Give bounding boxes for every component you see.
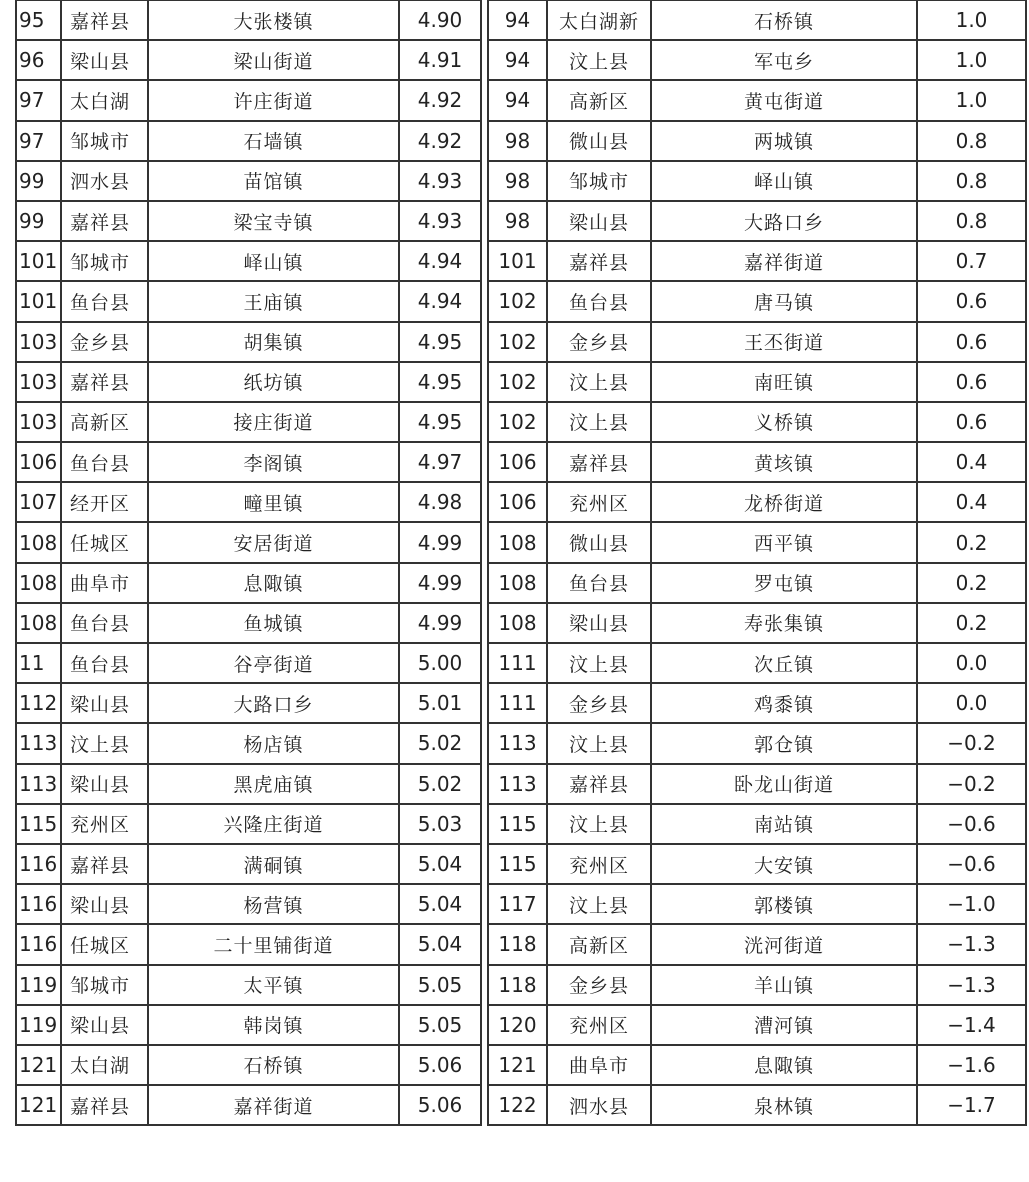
rank-cell: 111 bbox=[488, 643, 547, 683]
table-row bbox=[16, 281, 481, 321]
value-cell: 4.92 bbox=[399, 80, 481, 120]
table-row bbox=[16, 884, 481, 924]
town-cell: 韩岗镇 bbox=[148, 1005, 399, 1045]
value-cell: 4.94 bbox=[399, 241, 481, 281]
table-row bbox=[488, 764, 1026, 804]
rank-cell: 108 bbox=[488, 603, 547, 643]
value-cell: 4.91 bbox=[399, 40, 481, 80]
value-cell: 4.98 bbox=[399, 482, 481, 522]
value-cell: 1.0 bbox=[917, 80, 1026, 120]
town-cell: 南站镇 bbox=[651, 804, 917, 844]
town-cell: 嘉祥街道 bbox=[148, 1085, 399, 1125]
rank-cell: 98 bbox=[488, 201, 547, 241]
value-cell: 5.04 bbox=[399, 844, 481, 884]
value-cell: 4.93 bbox=[399, 201, 481, 241]
rank-cell: 120 bbox=[488, 1005, 547, 1045]
table-row bbox=[16, 844, 481, 884]
town-cell: 郭楼镇 bbox=[651, 884, 917, 924]
county-cell: 梁山县 bbox=[61, 884, 148, 924]
table-row bbox=[488, 482, 1026, 522]
town-cell: 二十里铺街道 bbox=[148, 924, 399, 964]
county-cell: 嘉祥县 bbox=[547, 764, 651, 804]
county-cell: 鱼台县 bbox=[61, 442, 148, 482]
rank-cell: 107 bbox=[16, 482, 61, 522]
county-cell: 嘉祥县 bbox=[547, 442, 651, 482]
table-row bbox=[488, 1085, 1026, 1125]
table-row bbox=[488, 965, 1026, 1005]
town-cell: 许庄街道 bbox=[148, 80, 399, 120]
ranking-table-left bbox=[15, 0, 482, 1126]
table-row bbox=[488, 804, 1026, 844]
town-cell: 军屯乡 bbox=[651, 40, 917, 80]
table-row bbox=[16, 402, 481, 442]
value-cell: −1.7 bbox=[917, 1085, 1026, 1125]
county-cell: 梁山县 bbox=[61, 1005, 148, 1045]
county-cell: 嘉祥县 bbox=[547, 241, 651, 281]
table-row bbox=[16, 683, 481, 723]
rank-cell: 121 bbox=[16, 1045, 61, 1085]
county-cell: 汶上县 bbox=[547, 40, 651, 80]
value-cell: 4.92 bbox=[399, 121, 481, 161]
table-row bbox=[16, 804, 481, 844]
table-row bbox=[16, 965, 481, 1005]
rank-cell: 98 bbox=[488, 121, 547, 161]
rank-cell: 97 bbox=[16, 80, 61, 120]
value-cell: 0.2 bbox=[917, 563, 1026, 603]
rank-cell: 121 bbox=[16, 1085, 61, 1125]
value-cell: −1.4 bbox=[917, 1005, 1026, 1045]
value-cell: 0.0 bbox=[917, 683, 1026, 723]
rank-cell: 94 bbox=[488, 80, 547, 120]
value-cell: 5.05 bbox=[399, 1005, 481, 1045]
county-cell: 金乡县 bbox=[547, 683, 651, 723]
town-cell: 王丕街道 bbox=[651, 322, 917, 362]
value-cell: 5.02 bbox=[399, 723, 481, 763]
value-cell: 5.00 bbox=[399, 643, 481, 683]
value-cell: 5.02 bbox=[399, 764, 481, 804]
county-cell: 梁山县 bbox=[547, 201, 651, 241]
county-cell: 梁山县 bbox=[61, 683, 148, 723]
town-cell: 嘉祥街道 bbox=[651, 241, 917, 281]
ranking-table-right bbox=[487, 0, 1027, 1126]
value-cell: 0.8 bbox=[917, 121, 1026, 161]
value-cell: 5.04 bbox=[399, 924, 481, 964]
county-cell: 鱼台县 bbox=[547, 281, 651, 321]
county-cell: 鱼台县 bbox=[61, 643, 148, 683]
table-row bbox=[488, 241, 1026, 281]
county-cell: 邹城市 bbox=[61, 241, 148, 281]
value-cell: −0.6 bbox=[917, 844, 1026, 884]
value-cell: −0.6 bbox=[917, 804, 1026, 844]
county-cell: 曲阜市 bbox=[547, 1045, 651, 1085]
town-cell: 黄垓镇 bbox=[651, 442, 917, 482]
value-cell: 4.95 bbox=[399, 322, 481, 362]
county-cell: 嘉祥县 bbox=[61, 362, 148, 402]
town-cell: 鸡黍镇 bbox=[651, 683, 917, 723]
table-row bbox=[16, 241, 481, 281]
county-cell: 太白湖新 bbox=[547, 0, 651, 40]
rank-cell: 113 bbox=[488, 723, 547, 763]
county-cell: 汶上县 bbox=[547, 402, 651, 442]
county-cell: 邹城市 bbox=[547, 161, 651, 201]
town-cell: 郭仓镇 bbox=[651, 723, 917, 763]
table-row bbox=[16, 80, 481, 120]
county-cell: 高新区 bbox=[61, 402, 148, 442]
town-cell: 杨店镇 bbox=[148, 723, 399, 763]
table-row bbox=[488, 402, 1026, 442]
table-row bbox=[16, 522, 481, 562]
rank-cell: 112 bbox=[16, 683, 61, 723]
county-cell: 兖州区 bbox=[547, 844, 651, 884]
value-cell: 0.6 bbox=[917, 362, 1026, 402]
rank-cell: 113 bbox=[488, 764, 547, 804]
county-cell: 兖州区 bbox=[61, 804, 148, 844]
value-cell: 5.03 bbox=[399, 804, 481, 844]
county-cell: 梁山县 bbox=[547, 603, 651, 643]
county-cell: 梁山县 bbox=[61, 40, 148, 80]
rank-cell: 116 bbox=[16, 884, 61, 924]
town-cell: 黑虎庙镇 bbox=[148, 764, 399, 804]
rank-cell: 101 bbox=[16, 241, 61, 281]
town-cell: 黄屯街道 bbox=[651, 80, 917, 120]
value-cell: −1.0 bbox=[917, 884, 1026, 924]
rank-cell: 113 bbox=[16, 723, 61, 763]
table-row bbox=[16, 161, 481, 201]
town-cell: 义桥镇 bbox=[651, 402, 917, 442]
county-cell: 汶上县 bbox=[547, 884, 651, 924]
value-cell: 5.06 bbox=[399, 1085, 481, 1125]
rank-cell: 103 bbox=[16, 362, 61, 402]
table-row bbox=[488, 281, 1026, 321]
table-row bbox=[488, 924, 1026, 964]
rank-cell: 99 bbox=[16, 161, 61, 201]
table-row bbox=[488, 683, 1026, 723]
table-row bbox=[16, 40, 481, 80]
town-cell: 唐马镇 bbox=[651, 281, 917, 321]
table-row bbox=[16, 121, 481, 161]
town-cell: 次丘镇 bbox=[651, 643, 917, 683]
value-cell: 0.2 bbox=[917, 603, 1026, 643]
town-cell: 胡集镇 bbox=[148, 322, 399, 362]
town-cell: 李阁镇 bbox=[148, 442, 399, 482]
town-cell: 兴隆庄街道 bbox=[148, 804, 399, 844]
county-cell: 汶上县 bbox=[61, 723, 148, 763]
county-cell: 泗水县 bbox=[61, 161, 148, 201]
rank-cell: 116 bbox=[16, 924, 61, 964]
table-row bbox=[16, 764, 481, 804]
rank-cell: 111 bbox=[488, 683, 547, 723]
table-row bbox=[16, 362, 481, 402]
rank-cell: 101 bbox=[16, 281, 61, 321]
county-cell: 邹城市 bbox=[61, 121, 148, 161]
rank-cell: 108 bbox=[16, 563, 61, 603]
town-cell: 满硐镇 bbox=[148, 844, 399, 884]
value-cell: 0.6 bbox=[917, 322, 1026, 362]
rank-cell: 122 bbox=[488, 1085, 547, 1125]
value-cell: 4.99 bbox=[399, 563, 481, 603]
table-row bbox=[16, 1005, 481, 1045]
town-cell: 大路口乡 bbox=[148, 683, 399, 723]
value-cell: 5.06 bbox=[399, 1045, 481, 1085]
value-cell: −0.2 bbox=[917, 723, 1026, 763]
table-row bbox=[488, 40, 1026, 80]
county-cell: 鱼台县 bbox=[547, 563, 651, 603]
value-cell: 1.0 bbox=[917, 40, 1026, 80]
county-cell: 梁山县 bbox=[61, 764, 148, 804]
county-cell: 金乡县 bbox=[547, 322, 651, 362]
town-cell: 梁宝寺镇 bbox=[148, 201, 399, 241]
county-cell: 金乡县 bbox=[61, 322, 148, 362]
rank-cell: 98 bbox=[488, 161, 547, 201]
value-cell: 1.0 bbox=[917, 0, 1026, 40]
county-cell: 汶上县 bbox=[547, 804, 651, 844]
value-cell: 5.05 bbox=[399, 965, 481, 1005]
county-cell: 鱼台县 bbox=[61, 603, 148, 643]
town-cell: 息陬镇 bbox=[148, 563, 399, 603]
value-cell: −1.6 bbox=[917, 1045, 1026, 1085]
county-cell: 汶上县 bbox=[547, 723, 651, 763]
rank-cell: 99 bbox=[16, 201, 61, 241]
value-cell: 0.4 bbox=[917, 482, 1026, 522]
table-row bbox=[488, 362, 1026, 402]
county-cell: 汶上县 bbox=[547, 362, 651, 402]
table-row bbox=[16, 563, 481, 603]
county-cell: 任城区 bbox=[61, 522, 148, 562]
value-cell: 4.97 bbox=[399, 442, 481, 482]
town-cell: 西平镇 bbox=[651, 522, 917, 562]
rank-cell: 102 bbox=[488, 362, 547, 402]
value-cell: 0.2 bbox=[917, 522, 1026, 562]
town-cell: 洸河街道 bbox=[651, 924, 917, 964]
value-cell: 0.8 bbox=[917, 201, 1026, 241]
rank-cell: 11 bbox=[16, 643, 61, 683]
rank-cell: 119 bbox=[16, 965, 61, 1005]
town-cell: 罗屯镇 bbox=[651, 563, 917, 603]
county-cell: 嘉祥县 bbox=[61, 0, 148, 40]
value-cell: 4.95 bbox=[399, 402, 481, 442]
value-cell: −0.2 bbox=[917, 764, 1026, 804]
town-cell: 杨营镇 bbox=[148, 884, 399, 924]
town-cell: 寿张集镇 bbox=[651, 603, 917, 643]
value-cell: 4.94 bbox=[399, 281, 481, 321]
town-cell: 峄山镇 bbox=[651, 161, 917, 201]
county-cell: 鱼台县 bbox=[61, 281, 148, 321]
rank-cell: 96 bbox=[16, 40, 61, 80]
rank-cell: 103 bbox=[16, 322, 61, 362]
rank-cell: 119 bbox=[16, 1005, 61, 1045]
town-cell: 卧龙山街道 bbox=[651, 764, 917, 804]
table-row bbox=[488, 442, 1026, 482]
rank-cell: 102 bbox=[488, 402, 547, 442]
rank-cell: 118 bbox=[488, 924, 547, 964]
town-cell: 苗馆镇 bbox=[148, 161, 399, 201]
table-row bbox=[488, 0, 1026, 40]
rank-cell: 115 bbox=[488, 804, 547, 844]
town-cell: 梁山街道 bbox=[148, 40, 399, 80]
county-cell: 泗水县 bbox=[547, 1085, 651, 1125]
town-cell: 石墙镇 bbox=[148, 121, 399, 161]
town-cell: 大安镇 bbox=[651, 844, 917, 884]
town-cell: 泉林镇 bbox=[651, 1085, 917, 1125]
table-row bbox=[488, 161, 1026, 201]
value-cell: 0.0 bbox=[917, 643, 1026, 683]
rank-cell: 103 bbox=[16, 402, 61, 442]
value-cell: 0.6 bbox=[917, 281, 1026, 321]
table-row bbox=[488, 322, 1026, 362]
town-cell: 谷亭街道 bbox=[148, 643, 399, 683]
rank-cell: 116 bbox=[16, 844, 61, 884]
rank-cell: 94 bbox=[488, 40, 547, 80]
town-cell: 息陬镇 bbox=[651, 1045, 917, 1085]
rank-cell: 108 bbox=[488, 522, 547, 562]
table-row bbox=[16, 1085, 481, 1125]
value-cell: 5.04 bbox=[399, 884, 481, 924]
town-cell: 峄山镇 bbox=[148, 241, 399, 281]
value-cell: 0.8 bbox=[917, 161, 1026, 201]
table-row bbox=[488, 643, 1026, 683]
table-row bbox=[488, 201, 1026, 241]
county-cell: 太白湖 bbox=[61, 80, 148, 120]
county-cell: 兖州区 bbox=[547, 482, 651, 522]
rank-cell: 108 bbox=[16, 603, 61, 643]
value-cell: 0.7 bbox=[917, 241, 1026, 281]
value-cell: −1.3 bbox=[917, 965, 1026, 1005]
table-row bbox=[16, 322, 481, 362]
table-row bbox=[488, 522, 1026, 562]
rank-cell: 115 bbox=[488, 844, 547, 884]
rank-cell: 121 bbox=[488, 1045, 547, 1085]
town-cell: 纸坊镇 bbox=[148, 362, 399, 402]
county-cell: 高新区 bbox=[547, 80, 651, 120]
value-cell: 4.99 bbox=[399, 522, 481, 562]
table-row bbox=[488, 723, 1026, 763]
table-row bbox=[16, 924, 481, 964]
town-cell: 疃里镇 bbox=[148, 482, 399, 522]
table-row bbox=[16, 482, 481, 522]
county-cell: 兖州区 bbox=[547, 1005, 651, 1045]
value-cell: 4.93 bbox=[399, 161, 481, 201]
table-row bbox=[488, 603, 1026, 643]
table-row bbox=[16, 723, 481, 763]
county-cell: 金乡县 bbox=[547, 965, 651, 1005]
town-cell: 石桥镇 bbox=[651, 0, 917, 40]
town-cell: 两城镇 bbox=[651, 121, 917, 161]
county-cell: 微山县 bbox=[547, 121, 651, 161]
table-row bbox=[16, 603, 481, 643]
value-cell: 0.6 bbox=[917, 402, 1026, 442]
table-row bbox=[16, 442, 481, 482]
town-cell: 南旺镇 bbox=[651, 362, 917, 402]
value-cell: 4.95 bbox=[399, 362, 481, 402]
town-cell: 龙桥街道 bbox=[651, 482, 917, 522]
table-row bbox=[488, 1045, 1026, 1085]
town-cell: 鱼城镇 bbox=[148, 603, 399, 643]
town-cell: 太平镇 bbox=[148, 965, 399, 1005]
town-cell: 王庙镇 bbox=[148, 281, 399, 321]
table-row bbox=[488, 80, 1026, 120]
rank-cell: 102 bbox=[488, 281, 547, 321]
county-cell: 嘉祥县 bbox=[61, 1085, 148, 1125]
county-cell: 经开区 bbox=[61, 482, 148, 522]
rank-cell: 94 bbox=[488, 0, 547, 40]
county-cell: 嘉祥县 bbox=[61, 844, 148, 884]
table-row bbox=[488, 884, 1026, 924]
table-row bbox=[16, 1045, 481, 1085]
rank-cell: 106 bbox=[488, 442, 547, 482]
rank-cell: 106 bbox=[488, 482, 547, 522]
rank-cell: 97 bbox=[16, 121, 61, 161]
rank-cell: 108 bbox=[488, 563, 547, 603]
county-cell: 汶上县 bbox=[547, 643, 651, 683]
rank-cell: 106 bbox=[16, 442, 61, 482]
county-cell: 微山县 bbox=[547, 522, 651, 562]
table-row bbox=[16, 0, 481, 40]
value-cell: 4.90 bbox=[399, 0, 481, 40]
town-cell: 接庄街道 bbox=[148, 402, 399, 442]
county-cell: 任城区 bbox=[61, 924, 148, 964]
town-cell: 安居街道 bbox=[148, 522, 399, 562]
table-row bbox=[16, 643, 481, 683]
county-cell: 太白湖 bbox=[61, 1045, 148, 1085]
rank-cell: 108 bbox=[16, 522, 61, 562]
rank-cell: 95 bbox=[16, 0, 61, 40]
value-cell: 4.99 bbox=[399, 603, 481, 643]
town-cell: 漕河镇 bbox=[651, 1005, 917, 1045]
town-cell: 石桥镇 bbox=[148, 1045, 399, 1085]
rank-cell: 113 bbox=[16, 764, 61, 804]
table-row bbox=[488, 1005, 1026, 1045]
table-row bbox=[488, 121, 1026, 161]
county-cell: 高新区 bbox=[547, 924, 651, 964]
value-cell: 5.01 bbox=[399, 683, 481, 723]
table-row bbox=[488, 563, 1026, 603]
town-cell: 羊山镇 bbox=[651, 965, 917, 1005]
rank-cell: 102 bbox=[488, 322, 547, 362]
rank-cell: 101 bbox=[488, 241, 547, 281]
table-row bbox=[488, 844, 1026, 884]
county-cell: 曲阜市 bbox=[61, 563, 148, 603]
town-cell: 大张楼镇 bbox=[148, 0, 399, 40]
rank-cell: 117 bbox=[488, 884, 547, 924]
table-row bbox=[16, 201, 481, 241]
value-cell: −1.3 bbox=[917, 924, 1026, 964]
county-cell: 邹城市 bbox=[61, 965, 148, 1005]
county-cell: 嘉祥县 bbox=[61, 201, 148, 241]
town-cell: 大路口乡 bbox=[651, 201, 917, 241]
rank-cell: 115 bbox=[16, 804, 61, 844]
rank-cell: 118 bbox=[488, 965, 547, 1005]
value-cell: 0.4 bbox=[917, 442, 1026, 482]
